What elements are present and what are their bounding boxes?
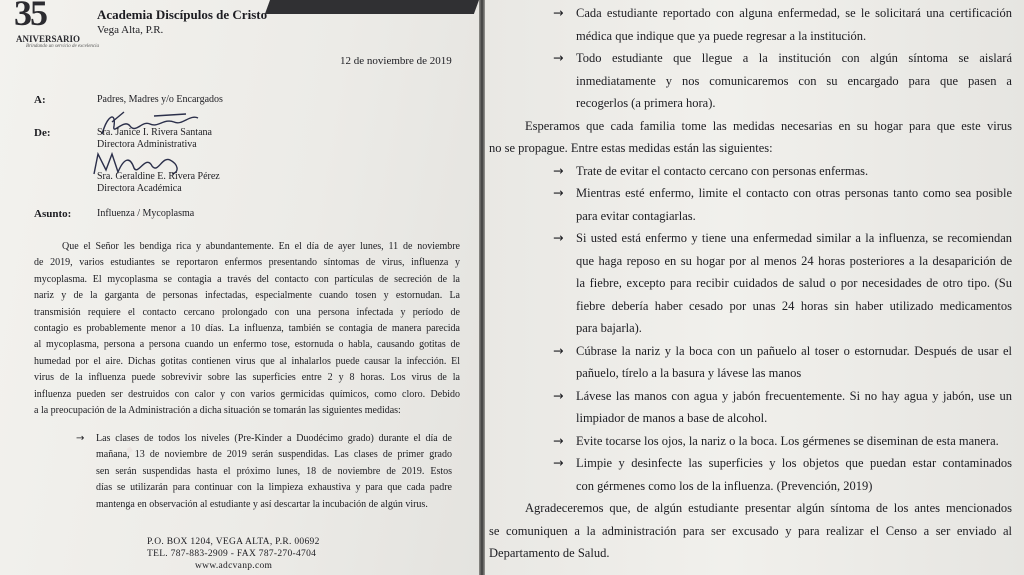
- list-item-line: Si usted está enfermo y tiene una enfermedad similar a la influenza, se recomiendan: [576, 231, 1012, 245]
- body-line: nariz y de la garganta de personas infectadas, especialmente cuando tosen y estornudan. La: [34, 290, 460, 302]
- text-line: para evitar contagiarlas.: [576, 208, 696, 223]
- text-line: pañuelo, tírelo a la basura y lávese las manos: [576, 366, 802, 380]
- measure-line: mañana, 13 de noviembre de 2019 serán suspendidas. Las clases de primer grado: [96, 449, 452, 461]
- letter-page-2: [485, 0, 1024, 575]
- measure-line: días se utilizarán para continuar con la limpieza exhaustiva y para que cada padre: [96, 482, 452, 494]
- from-name-2: Sra. Geraldine E. Rivera Pérez: [97, 171, 220, 182]
- text-line: con gérmenes como los de la influenza. (Prevención, 2019): [576, 478, 873, 493]
- from-name-1: Sra. Janice I. Rivera Santana: [97, 127, 212, 138]
- arrow-bullet-icon: →: [553, 432, 564, 448]
- arrow-bullet-icon: →: [553, 342, 564, 358]
- list-item-line: Cúbrase la nariz y la boca con un pañuelo al toser o estornudar. Después de usar el: [576, 343, 1012, 358]
- arrow-bullet-icon: →: [553, 162, 564, 178]
- text-line: Esperamos que cada familia tome las medidas necesarias en su hogar para que este virus: [525, 118, 1012, 133]
- text-line: médica que indique que ya puede regresar a la institución.: [576, 28, 867, 43]
- from-title-1: Directora Administrativa: [97, 139, 197, 150]
- dark-header-band: [265, 0, 479, 14]
- text-line: inmediatamente y nos comunicaremos con su encargado para que pasen a: [576, 73, 1012, 88]
- org-name: Academia Discípulos de Cristo: [97, 7, 268, 22]
- arrow-bullet-icon: →: [76, 433, 85, 444]
- text-line: la fiebre, excepto para recibir cuidados de salud o por necesidades de otro tipo. (Su: [576, 276, 1012, 290]
- body-line: humedad por el aire. Dichas gotitas contienen virus que al inhalarlos puede causar la infección. El: [34, 355, 460, 367]
- footer-address: P.O. BOX 1204, VEGA ALTA, P.R. 00692: [147, 537, 320, 547]
- subject-label: Asunto:: [34, 208, 72, 220]
- text-line: Agradeceremos que, de algún estudiante presentar algún síntoma de los antes mencionados: [525, 501, 1012, 515]
- list-item-line: Evite tocarse los ojos, la nariz o la boca. Los gérmenes se diseminan de esta manera.: [576, 433, 999, 448]
- arrow-bullet-icon: →: [553, 455, 564, 470]
- text-line: fiebre debería haber cesado por unas 24 horas sin haber utilizado medicamentos: [576, 298, 1012, 313]
- body-line: virus de la influenza puede sobrevivir sobre las superficies entre 2 y 8 horas. Los virus de la: [34, 372, 460, 384]
- anniversary-logo: [12, 0, 100, 49]
- body-line: transmisión requiere el contacto cercano prolongado con una persona infectada y período de: [34, 306, 460, 318]
- arrow-bullet-icon: →: [553, 387, 564, 403]
- to-value: Padres, Madres y/o Encargados: [97, 94, 223, 105]
- letter-page-1: [0, 0, 479, 575]
- to-label: A:: [34, 94, 46, 106]
- arrow-bullet-icon: →: [553, 5, 564, 20]
- text-line: Departamento de Salud.: [489, 546, 610, 560]
- subject-value: Influenza / Mycoplasma: [97, 208, 195, 219]
- text-line: limpiador de manos a base de alcohol.: [576, 411, 768, 425]
- arrow-bullet-icon: →: [553, 185, 564, 200]
- from-title-2: Directora Académica: [97, 183, 182, 194]
- from-label: De:: [34, 127, 51, 139]
- text-line: no se propague. Entre estas medidas están las siguientes:: [489, 141, 773, 155]
- letter-date: 12 de noviembre de 2019: [340, 55, 452, 67]
- body-line: de 2019, varios estudiantes se reportaron enfermos presentando síntomas de virus, influenza y: [34, 257, 460, 269]
- list-item-line: Cada estudiante reportado con alguna enfermedad, se le solicitará una certificación: [576, 6, 1012, 20]
- footer-phone: TEL. 787-883-2909 - FAX 787-270-4704: [147, 549, 317, 559]
- body-line: a la preocupación de la Administración a dicha situación se tomarán las siguientes medidas:: [34, 405, 401, 416]
- list-item-line: Limpie y desinfecte las superficies y los objetos que puedan estar contaminados: [576, 456, 1012, 470]
- text-line: que haga reposo en su hogar por al menos 24 horas posteriores a la desaparición de: [576, 253, 1012, 268]
- org-city: Vega Alta, P.R.: [97, 24, 164, 36]
- logo-number: 35: [14, 0, 46, 33]
- body-line: influenza pueden ser destruidos con calor y con varios germicidas químicos, como cloro. Debido: [34, 388, 460, 400]
- body-line: contagio es probablemente menor a 10 días. La influenza, también se contagia de manera parecida: [34, 323, 460, 334]
- text-line: para bajarla).: [576, 321, 642, 335]
- text-line: se comuniquen a la administración para ser excusado y para realizar el Censo a ser enviado al: [489, 523, 1012, 538]
- list-item-line: Lávese las manos con agua y jabón frecuentemente. Si no hay agua y jabón, use un: [576, 388, 1012, 403]
- watermark: ·: [106, 421, 149, 473]
- logo-label: ANIVERSARIO: [16, 34, 81, 44]
- logo-tagline: Brindando un servicio de excelencia: [26, 44, 100, 49]
- list-item-line: Trate de evitar el contacto cercano con personas enfermas.: [576, 163, 869, 178]
- text-line: recogerlos (a primera hora).: [576, 96, 716, 110]
- arrow-bullet-icon: →: [553, 50, 564, 65]
- body-line: al mycoplasma, persona a persona cuando un enfermo tose, estornuda o habla, causando gotitas de: [34, 339, 460, 351]
- measure-line: Las clases de todos los niveles (Pre-Kinder a Duodécimo grado) durante el día de: [96, 433, 452, 444]
- footer-web: www.adcvanp.com: [195, 561, 273, 571]
- body-line: mycoplasma. El mycoplasma se contagia a través del contacto con partículas de secreción de la: [34, 273, 460, 285]
- list-item-line: Mientras esté enfermo, limite el contacto con otras personas tanto como sea posible: [576, 186, 1012, 200]
- arrow-bullet-icon: →: [553, 230, 564, 245]
- body-line: Que el Señor les bendiga rica y abundantemente. En el día de ayer lunes, 11 de noviembre: [62, 241, 460, 252]
- measure-line: mantenga en observación al estudiante y así descartar la incubación de algún virus.: [96, 498, 428, 510]
- measure-line: sen serán suspendidas hasta el próximo lunes, 18 de noviembre de 2019. Estos: [96, 465, 452, 477]
- list-item-line: Todo estudiante que llegue a la institución con algún síntoma se aislará: [576, 51, 1012, 65]
